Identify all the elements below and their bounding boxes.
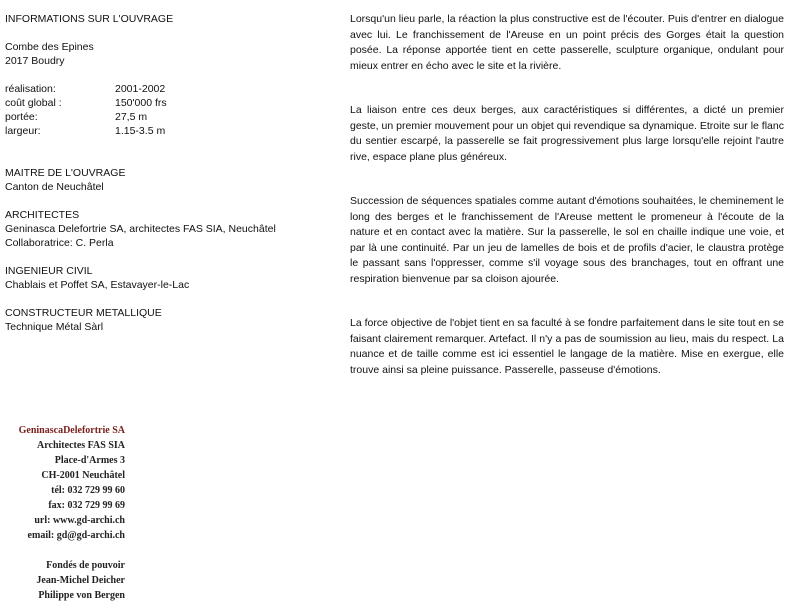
partners-title: Fondés de pouvoir xyxy=(46,560,125,571)
address-line: 2017 Boudry xyxy=(5,55,65,67)
fact-row xyxy=(5,124,325,138)
fact-label: réalisation: xyxy=(5,83,56,95)
address-line: Combe des Epines xyxy=(5,41,94,53)
firm-line: fax: 032 729 99 69 xyxy=(48,500,125,511)
firm-line: tél: 032 729 99 60 xyxy=(51,485,125,496)
fact-row xyxy=(5,82,325,96)
fact-label: largeur: xyxy=(5,125,41,137)
section-title: MAITRE DE L'OUVRAGE xyxy=(5,167,126,179)
firm-line: Place-d'Armes 3 xyxy=(54,455,125,466)
info-heading: INFORMATIONS SUR L'OUVRAGE xyxy=(5,13,174,25)
section-line: Geninasca Delefortrie SA, architectes FAS SIA, Neuchâtel xyxy=(5,223,276,235)
fact-value: 27,5 m xyxy=(115,111,148,123)
section-title: ARCHITECTES xyxy=(5,209,80,221)
firm-line: CH-2001 Neuchâtel xyxy=(41,470,125,481)
fact-row xyxy=(5,110,325,124)
partner-name: Jean-Michel Deicher xyxy=(36,575,125,586)
project-info-column xyxy=(5,12,325,334)
section-title: INGENIEUR CIVIL xyxy=(5,265,93,277)
partner-name: Philippe von Bergen xyxy=(38,590,125,601)
fact-label: portée: xyxy=(5,111,38,123)
firm-line: Architectes FAS SIA xyxy=(37,440,125,451)
fact-value: 2001-2002 xyxy=(115,83,166,95)
firm-name: GeninascaDelefortrie SA xyxy=(18,425,125,436)
section-title: CONSTRUCTEUR METALLIQUE xyxy=(5,307,162,319)
description-paragraph: La liaison entre ces deux berges, aux caractéristiques si différentes, a dicté un premier geste, un premier mouvement pour un objet qui revendique sa dynamique. Etroite sur le flanc du sentier escarpé, la passerelle se fait progressivement plus large lorsqu'elle rejoint l'autre rive, espace plane plus généreux. xyxy=(350,104,784,163)
section-line: Collaboratrice: C. Perla xyxy=(5,237,114,249)
fact-row xyxy=(5,96,325,110)
firm-line: url: www.gd-archi.ch xyxy=(34,515,125,526)
firm-line: email: gd@gd-archi.ch xyxy=(27,530,125,541)
firm-letterhead xyxy=(5,423,125,603)
description-paragraph: Lorsqu'un lieu parle, la réaction la plus constructive est de l'écouter. Puis d'entrer en dialogue avec lui. Le franchissement de l'Areuse en un point précis des Gorges était la question posée. La réponse apportée tient en cette passerelle, sculpture organique, ondulant pour mieux entrer en écho avec le site et la rivière. xyxy=(350,13,784,72)
section-line: Canton de Neuchâtel xyxy=(5,181,104,193)
description-paragraph: La force objective de l'objet tient en sa faculté à se fondre parfaitement dans le site tout en se faisant clairement remarquer. Artefact. Il n'y a pas de soumission au lieu, mais du respect. La nuance et de taille comme est ici essentiel le langage de la matière. Mise en exergue, elle trouve ainsi sa pleine puissance. Passerelle, passeuse d'émotions. xyxy=(350,317,784,376)
description-column xyxy=(350,12,784,407)
section-line: Chablais et Poffet SA, Estavayer-le-Lac xyxy=(5,279,190,291)
fact-value: 150'000 frs xyxy=(115,97,167,109)
description-paragraph: Succession de séquences spatiales comme autant d'émotions souhaitées, le cheminement le long des berges et le franchissement de l'Areuse mettent le promeneur à l'écoute de la nature et en contact avec la matière. Sur la passerelle, le sol en chaille indique une voie, et par là une continuité. Par un jeu de lamelles de bois et de profils d'acier, le claustra protège le passant sans l'oppresser, comme s'il voyage sous des branchages, tout en offrant une respiration bienvenue par sa cloison ajourée. xyxy=(350,195,784,285)
fact-label: coût global : xyxy=(5,97,62,109)
section-line: Technique Métal Sàrl xyxy=(5,321,104,333)
fact-value: 1.15-3.5 m xyxy=(115,125,166,137)
